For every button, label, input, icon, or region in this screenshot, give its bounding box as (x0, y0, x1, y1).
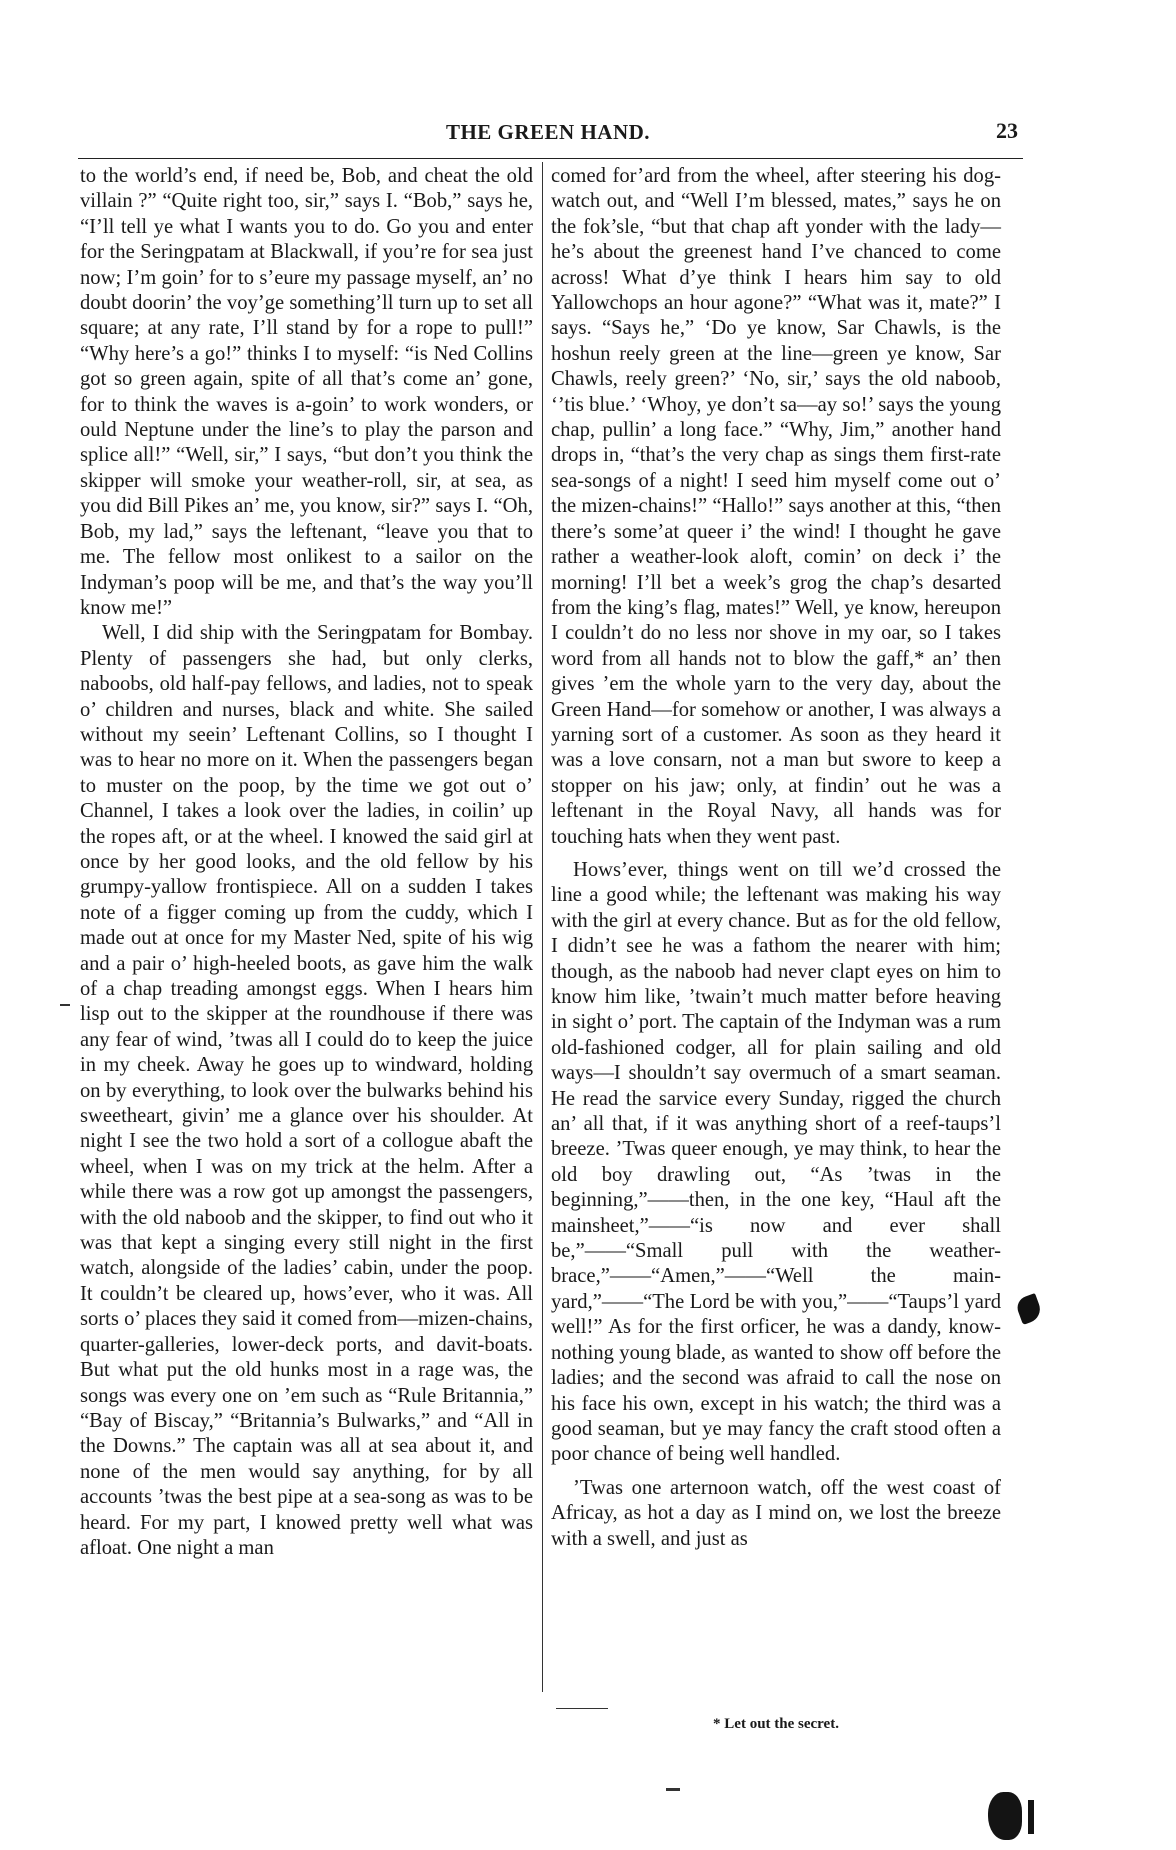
left-paragraph-2: Well, I did ship with the Seringpatam for Bombay. Plenty of passengers she had, but only clerks, naboobs, old half-pay fellows, and ladies, not to speak o’ children and nurses, black and white. She sailed without my seein’ Leftenant Collins, so I thought I was to hear no more on it. When the passengers began to muster on the poop, by the time we got out o’ Channel, I takes a look over the ladies, in coilin’ up the ropes aft, or at the wheel. I knowed the said girl at once by her good looks, and the old fellow by his grumpy-yallow frontispiece. All on a sudden I takes note of a figger coming up from the cuddy, which I made out at once for my Master Ned, spite of his wig and a pair o’ high-heeled boots, as gave him the walk of a chap treading amongst eggs. When I hears him lisp out to the skipper at the roundhouse if there was any fear of wind, ’twas all I could do to keep the juice in my cheek. Away he goes up to windward, holding on by everything, to look over the bulwarks behind his sweetheart, givin’ me a glance over his shoulder. At night I see the two hold a sort of a collogue abaft the wheel, when I was on my trick at the helm. After a while there was a row got up amongst the passengers, with the old naboob and the skipper, to find out who it was that kept a singing every still night in the first watch, alongside of the ladies’ cabin, under the poop. It couldn’t be cleared up, hows’ever, who it was. All sorts o’ places they said it comed from—mizen-chains, quarter-galleries, lower-deck ports, and davit-boats. But what put the old hunks most in a rage was, the songs was every one on ’em such as “Rule Britannia,” “Bay of Biscay,” “Britannia’s Bulwarks,” and “All in the Downs.” The captain was all at sea about it, and none of the men would say anything, for by all accounts ’twas the best pipe at a sea-song as was to be heard. For my part, I knowed pretty well what was afloat. One night a man (80, 622, 533, 1559)
left-column (80, 164, 533, 1561)
footnote-rule (556, 1708, 608, 1709)
ink-blot (988, 1792, 1022, 1840)
margin-tick-mark (60, 1004, 70, 1006)
header-rule (78, 158, 1023, 159)
page-header (78, 120, 1018, 152)
footnote: * Let out the secret. (713, 1716, 839, 1732)
ink-dash-mark (666, 1788, 680, 1791)
running-title: THE GREEN HAND. (445, 120, 651, 144)
page-number: 23 (996, 118, 1018, 143)
ink-blot-stroke (1028, 1800, 1034, 1834)
right-paragraph-2: Hows’ever, things went on till we’d crossed the line a good while; the leftenant was making his way with the girl at every chance. But as for the old fellow, I didn’t see he was a fathom the nearer with him; though, as the naboob had never clapt eyes on him to know him like, ’twain’t much matter before heaving in sight o’ port. The captain of the Indyman was a rum old-fashioned codger, all for plain sailing and old ways—I shouldn’t say overmuch of a smart seaman. He read the sarvice every Sunday, rigged the church an’ all that, if it was anything short of a reef-taups’l breeze. ’Twas queer enough, ye may think, to hear the old boy drawling out, “As ’twas in the beginning,”——then, in the one key, “Haul aft the mainsheet,”——“is now and ever shall be,”——“Small pull with the weather-brace,”——“Amen,”——“Well the main-yard,”——“The Lord be with you,”——“Taups’l yard well!” As for the first orficer, he was a dandy, know-nothing young blade, as wanted to show off before the ladies; and the second was afraid to call the nose on his face his own, except in his watch; the third was a good seaman, but ye may fancy the craft stood often a poor chance of being well handled. (551, 858, 1001, 1466)
left-paragraph-1: to the world’s end, if need be, Bob, and cheat the old villain ?” “Quite right too, sir,” says I. “Bob,” says he, “I’ll tell ye what I wants you to do. Go you and enter for the Seringpatam at Blackwall, if you’re for sea just now; I’m goin’ for to s’eure my passage myself, an’ no doubt doorin’ the voy’ge something’ll turn up to set all square; at any rate, I’ll stand by for a rope to pull!” “Why here’s a go!” thinks I to myself: “is Ned Collins got so green again, spite of all that’s come an’ gone, for to think the waves is a-goin’ to work wonders, or ould Neptune under the line’s to play the parson and splice all!” “Well, sir,” I says, “but don’t you think the skipper will smoke your weather-roll, sir, at sea, as you did Bill Pikes an’ me, you know, sir?” says I. “Oh, Bob, my lad,” says the leftenant, “leave you that to me. The fellow most onlikest to a sailor on the Indyman’s poop will be me, and that’s the way you’ll know me!” (80, 165, 533, 619)
right-paragraph-1: comed for’ard from the wheel, after steering his dog-watch out, and “Well I’m blessed, mates,” says he on the fok’sle, “but that chap aft yonder with the lady—he’s about the greenest hand I’ve chanced to come across! What d’ye think I hears him say to old Yallowchops an hour agone?” “What was it, mate?” I says. “Says he,” ‘Do ye know, Sar Chawls, is the hoshun reely green at the line—green ye know, Sar Chawls, reely green?’ ‘No, sir,’ says the old naboob, ‘’tis blue.’ ‘Whoy, ye don’t sa—ay so!’ says the young chap, pullin’ a long face.” “Why, Jim,” another hand drops in, “that’s the very chap as sings them first-rate sea-songs of a night! I seed him myself come out o’ the mizen-chains!” “Hallo!” says another at this, “then there’s some’at queer i’ the wind! I thought he gave rather a weather-look aloft, comin’ on deck i’ the morning! I’ll bet a week’s grog the chap’s desarted from the king’s flag, mates!” Well, ye know, hereupon I couldn’t do no less nor shove in my oar, so I takes word from all hands not to blow the gaff,* an’ then gives ’em the whole yarn to the very day, about the Green Hand—for somehow or another, I was always a yarning sort of a customer. As soon as they heard it was a love consarn, not a man but swore to keep a stopper on his jaw; only, at findin’ out he was a leftenant in the Royal Navy, all hands was for touching hats when they went past. (551, 165, 1001, 848)
ink-mark-margin (1014, 1293, 1044, 1325)
right-column (551, 164, 1001, 1552)
right-paragraph-3: ’Twas one arternoon watch, off the west coast of Africay, as hot a day as I mind on, we lost the breeze with a swell, and just as (551, 1476, 1001, 1550)
column-divider (542, 162, 543, 1692)
